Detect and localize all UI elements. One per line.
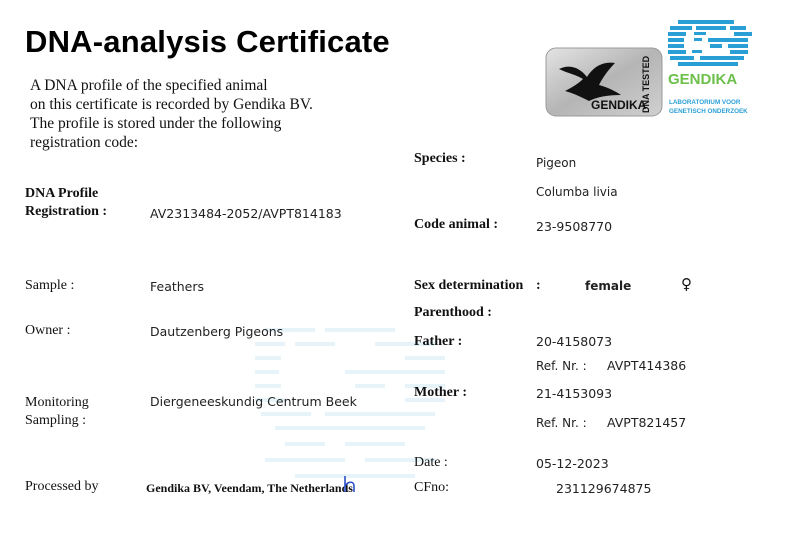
father-ref-value: AVPT414386 (607, 358, 687, 373)
sample-value: Feathers (150, 279, 205, 294)
date-label: Date : (414, 455, 448, 470)
owner-value: Dautzenberg Pigeons (150, 324, 284, 339)
processed-label: Processed by (25, 479, 99, 494)
seal-side-text: DNA TESTED (641, 55, 651, 113)
registration-value: AV2313484-2052/AVPT814183 (150, 206, 342, 221)
logo-sub-line-2: GENETISCH ONDERZOEK (669, 108, 748, 115)
code-animal-label: Code animal : (414, 217, 498, 232)
g-mark-icon (668, 20, 752, 66)
monitoring-label: Monitoring (25, 395, 89, 410)
intro-line: The profile is stored under the following (30, 115, 282, 132)
date-value: 05-12-2023 (536, 456, 609, 471)
species-value: Pigeon (536, 156, 577, 170)
gendika-logo (664, 16, 760, 126)
mother-label: Mother : (414, 385, 467, 400)
cfno-value: 231129674875 (556, 481, 652, 496)
code-animal-value: 23-9508770 (536, 219, 613, 234)
female-symbol-icon: ♀ (681, 275, 692, 293)
sampling-label: Sampling : (25, 413, 87, 428)
intro-line: registration code: (30, 134, 139, 151)
father-value: 20-4158073 (536, 334, 613, 349)
registration-label: Registration : (25, 204, 108, 219)
species-label: Species : (414, 151, 466, 166)
dna-tested-seal (545, 47, 663, 117)
seal-brand: GENDIKA (591, 98, 647, 112)
mother-value: 21-4153093 (536, 386, 613, 401)
logo-brand: GENDIKA (668, 71, 738, 88)
sex-determination-label: Sex determination (414, 278, 524, 293)
owner-label: Owner : (25, 323, 71, 338)
mother-ref-label: Ref. Nr. : (536, 416, 587, 430)
certificate-title: DNA-analysis Certificate (25, 24, 390, 59)
processed-value: Gendika BV, Veendam, The Netherlands (146, 481, 353, 495)
sex-colon: : (536, 278, 541, 293)
parenthood-label: Parenthood : (414, 305, 492, 320)
sex-value: female (585, 279, 632, 293)
dna-profile-label: DNA Profile (25, 186, 99, 201)
logo-sub-line-1: LABORATORIUM VOOR (669, 99, 741, 106)
handwritten-mark-icon (342, 474, 358, 494)
intro-line: A DNA profile of the specified animal (30, 77, 268, 94)
father-ref-label: Ref. Nr. : (536, 359, 587, 373)
sample-label: Sample : (25, 278, 75, 293)
mother-ref-value: AVPT821457 (607, 415, 687, 430)
cfno-label: CFno: (414, 480, 450, 495)
species-latin-value: Columba livia (536, 185, 618, 199)
monitoring-value: Diergeneeskundig Centrum Beek (150, 394, 357, 409)
intro-paragraph (30, 76, 370, 152)
intro-line: on this certificate is recorded by Gendika BV. (30, 96, 313, 113)
father-label: Father : (414, 334, 463, 349)
